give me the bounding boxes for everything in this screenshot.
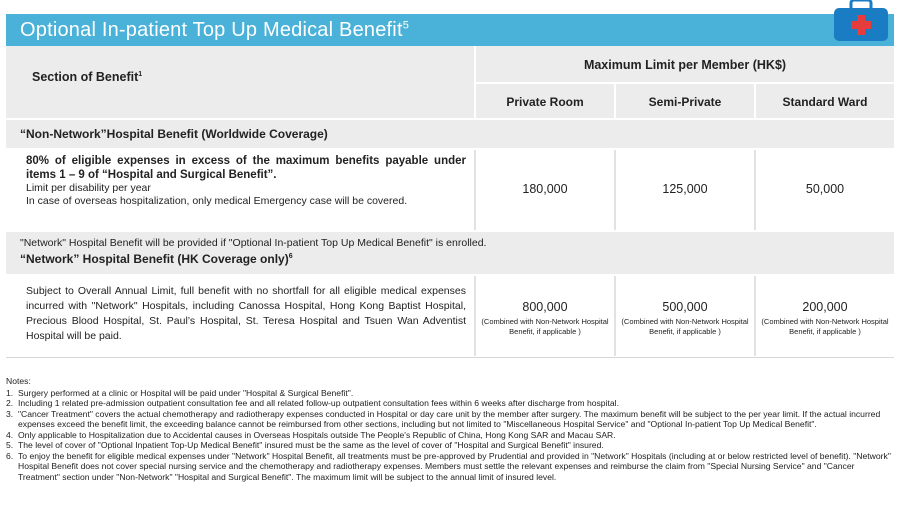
network-notice: "Network" Hospital Benefit will be provided if "Optional In-patient Top Up Medical Benefit" is enrolled. [20, 237, 487, 249]
network-title: “Network” Hospital Benefit (HK Coverage only)$^6$ [20, 252, 293, 266]
non-network-standard-ward-value: 50,000 [805, 182, 845, 196]
network-private-room-value: 800,000 (Combined with Non-Network Hospital Benefit, if applicable ) [481, 300, 609, 336]
notes-title: Notes: [6, 376, 31, 386]
divider [474, 150, 476, 230]
section-header-bar [6, 14, 894, 46]
column-header-standard-ward: Standard Ward [756, 84, 894, 118]
note-item: 1. Surgery performed at a clinic or Hospital will be paid under "Hospital & Surgical Benefit". [6, 387, 354, 398]
network-standard-ward-value: 200,000 (Combined with Non-Network Hospital Benefit, if applicable ) [761, 300, 889, 336]
non-network-title: “Non-Network”Hospital Benefit (Worldwide Coverage) [6, 120, 894, 148]
network-notice-box [6, 232, 894, 274]
non-network-description: 80% of eligible expenses in excess of the maximum benefits payable under items 1 – 9 of “Hospital and Surgical Benefit”. Limit per disability per year In case of overseas hospitalization, only medical Emergency case will be covered. [26, 155, 466, 207]
notes-section [6, 376, 894, 482]
note-item: 6. To enjoy the benefit for eligible medical expenses under "Network" Hospital Benefit, all treatments must be pre-approved by Prudential and provided in "Network" Hospitals (including at or below restricted level of benefit). "Network" Hospital Benefit does not cover special nursing service and the chemotherapy and radiotherapy expenses. Members must settle the relevant expenses and reimburse the claim from "Special Nursing Service" and "Cancer Treatment" section under "Non-Network" "Hospital and Surgical Benefit". The maximum limit will be subject to the annual limit of insured level. [6, 450, 891, 482]
divider [614, 150, 616, 230]
note-item: 4. Only applicable to Hospitalization due to Accidental causes in Overseas Hospitals outside The People's Republic of China, Hong Kong SAR and Macau SAR. [6, 429, 616, 440]
non-network-semi-private-value: 125,000 [662, 182, 708, 196]
divider [754, 150, 756, 230]
network-description: Subject to Overall Annual Limit, full benefit with no shortfall for all eligible medical expenses incurred with "Network" Hospitals, including Canossa Hospital, Hong Kong Baptist Hospital, Precious Blood Hospital, St. Paul’s Hospital, St. Teresa Hospital and Tsuen Wan Adventist Hospital will be paid. [26, 285, 466, 342]
note-item: 3. "Cancer Treatment" covers the actual chemotherapy and radiotherapy expenses conducted in Hospital or day care unit by the member after surgery. The maximum benefit will be subject to the per year limit. If the actual incurred expenses exceed the benefit limit, the exceeding balance cannot be reimbursed from other sections, including but not limited to "Miscellaneous Hospital Service" and "Optional In-patient Top Up Medical Benefit". [6, 408, 881, 429]
divider [614, 276, 616, 356]
note-item: 5. The level of cover of "Optional Inpatient Top-Up Medical Benefit" insured must be the same as the level of cover of "Hospital and Surgical Benefit" insured. [6, 440, 604, 450]
non-network-private-room-value: 180,000 [522, 182, 568, 196]
section-of-benefit-header: Section of Benefit$^1$ [6, 46, 474, 118]
divider [474, 276, 476, 356]
table-bottom-rule [6, 357, 894, 358]
divider [754, 276, 756, 356]
first-aid-kit-icon [832, 0, 890, 42]
network-semi-private-value: 500,000 (Combined with Non-Network Hospital Benefit, if applicable ) [621, 300, 749, 336]
maximum-limit-header: Maximum Limit per Member (HK$) [476, 46, 894, 82]
note-item: 2. Including 1 related pre-admission outpatient consultation fee and all related follow-up outpatient consultation fees within 6 weeks after discharge from hospital. [6, 398, 619, 408]
column-header-semi-private: Semi-Private [616, 84, 754, 118]
column-header-private-room: Private Room [476, 84, 614, 118]
section-title: Optional In-patient Top Up Medical Benefit$^5$ [20, 19, 410, 41]
